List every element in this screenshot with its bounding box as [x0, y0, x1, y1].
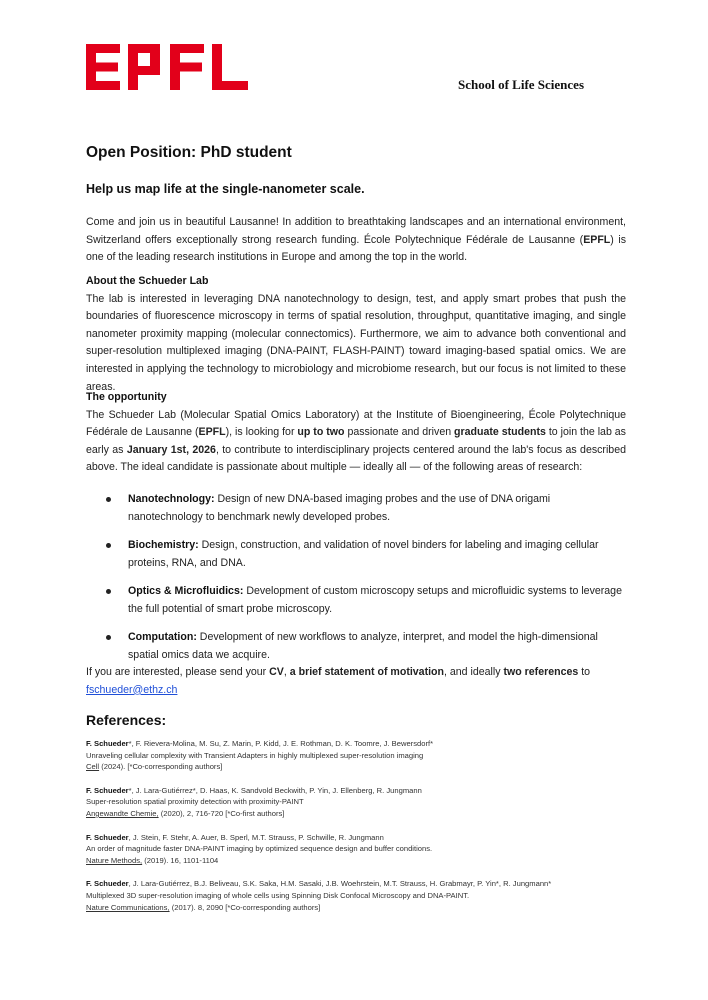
- list-item: [106, 490, 626, 536]
- reference-item: F. Schueder, J. Lara-Gutiérrez, B.J. Beliveau, S.K. Saka, H.M. Sasaki, J.B. Woehrstein, M.T. Strauss, H. Grabmayr, P. Yin*, R. Jungmann* Multiplexed 3D super-resolution imaging of whole cells using Spinning Disk Confocal Microscopy and DNA-PAINT. Nature Communications, (2017). 8, 2090 [*Co-corresponding authors]: [86, 879, 552, 912]
- opportunity-heading: The opportunity: [86, 391, 167, 403]
- intro-epfl: EPFL: [583, 233, 611, 246]
- intro-text-c: ) is one of the leading research institutions in Europe and among the top in the world.: [86, 233, 626, 264]
- bullet-icon: [106, 635, 111, 640]
- journal-link[interactable]: Angewandte Chemie,: [86, 808, 159, 818]
- area-text: Development of new workflows to analyze, interpret, and model the high-dimensional spatial omics data we acquire.: [128, 631, 598, 661]
- about-section: [86, 273, 626, 396]
- about-text: The lab is interested in leveraging DNA nanotechnology to design, test, and apply smart probes that push the boundaries of fluorescence microscopy in terms of spatial resolution, throughput, quantitative imaging, and single nanometer proximity mapping (molecular connectomics). Furthermore, we aim to advance both conventional and super-resolution multiplexed imaging (DNA-PAINT, FLASH-PAINT) toward imaging-based spatial omics. We are interested in applying the technology to microbiology and microbiome research, but our focus is not limited to these areas.: [86, 292, 626, 393]
- school-name: School of Life Sciences: [458, 77, 585, 92]
- intro-paragraph: [86, 214, 626, 267]
- epfl-logo: [86, 44, 248, 90]
- journal-link[interactable]: Cell: [86, 762, 100, 772]
- page-title: Open Position: PhD student: [86, 144, 292, 161]
- intro-text-a: Come and join us in beautiful Lausanne! In addition to breathtaking landscapes and an international environment, Switzerland offers exceptionally strong research funding. École Polytechnique Fédérale de Lausanne (: [86, 216, 626, 246]
- reference-item: F. Schueder, J. Stein, F. Stehr, A. Auer, B. Sperl, M.T. Strauss, P. Schwille, R. Jungmann An order of magnitude faster DNA-PAINT imaging by optimized sequence design and buffer conditions. Nature Methods, (2019). 16, 1101-1104: [86, 832, 433, 865]
- about-heading: About the Schueder Lab: [86, 275, 209, 287]
- references-heading: References:: [86, 712, 167, 728]
- opportunity-text: The Schueder Lab (Molecular Spatial Omics Laboratory) at the Institute of Bioengineering, École Polytechnique Fédérale de Lausanne (EPFL), is looking for up to two passionate and driven graduate students to join the lab as early as January 1st, 2026, to contribute to interdisciplinary projects centered around the lab's focus as described above. The ideal candidate is passionate about multiple — ideally all — of the following areas of research:: [86, 408, 626, 474]
- area-term: Optics & Microfluidics:: [128, 585, 244, 597]
- list-item: [106, 582, 626, 628]
- email-link[interactable]: fschueder@ethz.ch: [86, 683, 178, 696]
- page-subtitle: Help us map life at the single-nanometer scale.: [86, 182, 365, 196]
- bullet-icon: [106, 497, 111, 502]
- bullet-icon: [106, 543, 111, 548]
- area-text: Design, construction, and validation of novel binders for labeling and imaging cellular proteins, RNA, and DNA.: [128, 539, 599, 569]
- area-term: Nanotechnology:: [128, 493, 215, 505]
- journal-link[interactable]: Nature Methods,: [86, 855, 143, 865]
- references-list: [86, 738, 646, 925]
- epfl-logo-letters: [86, 44, 248, 90]
- bullet-icon: [106, 589, 111, 594]
- area-term: Biochemistry:: [128, 539, 199, 551]
- journal-link[interactable]: Nature Communications,: [86, 902, 170, 912]
- reference-item: F. Schueder*, J. Lara-Gutiérrez*, D. Haas, K. Sandvold Beckwith, P. Yin, J. Ellenberg, R. Jungmann Super-resolution spatial proximity detection with proximity-PAINT Angewandte Chemie, (2020), 2, 716-720 [*Co-first authors]: [86, 785, 422, 818]
- area-text: Development of custom microscopy setups and microfluidic systems to leverage the full potential of smart probe microscopy.: [128, 585, 622, 615]
- list-item: [106, 536, 626, 582]
- contact-paragraph: If you are interested, please send your CV, a brief statement of motivation, and ideally two references to fschueder@ethz.ch: [86, 666, 591, 696]
- opportunity-section: [86, 389, 626, 477]
- area-text: Design of new DNA-based imaging probes and the use of DNA origami nanotechnology to benchmark newly developed probes.: [128, 493, 551, 523]
- area-term: Computation:: [128, 631, 197, 643]
- reference-item: F. Schueder*, F. Rievera-Molina, M. Su, Z. Marin, P. Kidd, J. E. Rothman, D. K. Toomre, J. Bewersdorf* Unraveling cellular complexity with Transient Adapters in highly multiplexed super-resolution imaging Cell (2024). [*Co-corresponding authors]: [86, 739, 434, 772]
- research-areas-list: [106, 490, 626, 674]
